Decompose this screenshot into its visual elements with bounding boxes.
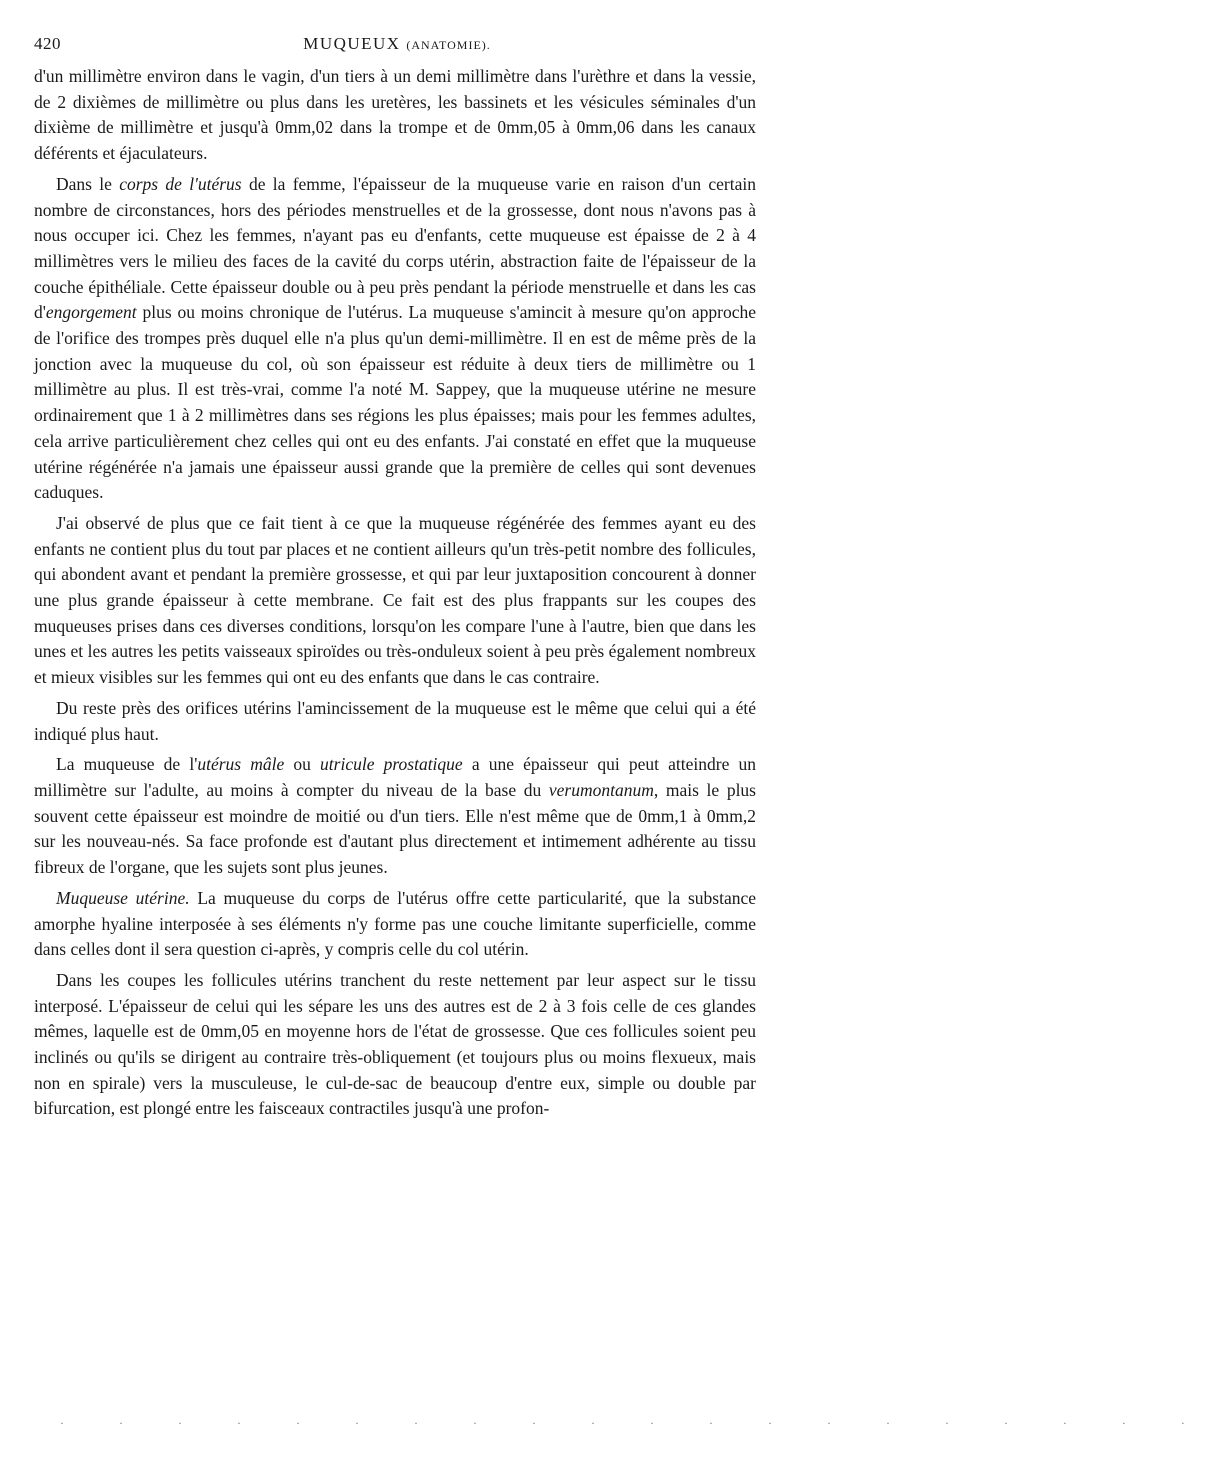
text-segment: d'un millimètre environ dans le vagin, d'un tiers à un demi millimètre dans l'urèthre et dans la vessie, de 2 dixièmes de millimètre ou plus dans les uretères, les bassinets et les vésicules séminales d'un dixième de millimètre et jusqu'à 0mm,02 dans la trompe et de 0mm,05 à 0mm,06 dans les canaux déférents et éjaculateurs. [34, 66, 756, 164]
text-segment: de la femme, l'épaisseur de la muqueuse varie en raison d'un certain nombre de circonstances, hors des périodes menstruelles et de la grossesse, dont nous n'avons pas à nous occuper ici. Chez les femmes, n'ayant pas eu d'enfants, cette muqueuse est épaisse de 2 à 4 millimètres vers le milieu des faces de la cavité du corps utérin, abstraction faite de l'épaisseur de la couche épithéliale. Cette épaisseur double ou à peu près pendant la période menstruelle et dans les cas d' [34, 173, 756, 323]
italic-segment: utérus mâle [197, 754, 285, 775]
text-segment: Dans le [56, 173, 120, 194]
text-segment: La muqueuse du corps de l'utérus offre cette particularité, que la substance amorphe hyaline interposée à ses éléments n'y forme pas une couche limitante superficielle, comme dans celles dont il sera question ci-après, y compris celle du col utérin. [34, 887, 757, 960]
italic-segment: Muqueuse utérine. [56, 887, 190, 908]
paragraph [34, 968, 756, 1122]
body-text [34, 64, 756, 1127]
italic-segment: corps de l'utérus [119, 173, 242, 194]
text-segment: La muqueuse de l' [56, 754, 198, 775]
footer-noise: · · · · · · · · · · · · · · · · · · · · [60, 1416, 1211, 1430]
text-segment: plus ou moins chronique de l'utérus. La muqueuse s'amincit à mesure qu'on approche de l'orifice des trompes près duquel elle n'a plus qu'un demi-millimètre. Il en est de même près de la jonction avec la muqueuse du col, où son épaisseur est réduite à deux tiers de millimètre ou 1 millimètre au plus. Il est très-vrai, comme l'a noté M. Sappey, que la muqueuse utérine ne mesure ordinairement que 1 à 2 millimètres dans ses régions les plus épaisses; mais pour les femmes adultes, cela arrive particulièrement chez celles qui ont eu des enfants. J'ai constaté en effet que la muqueuse utérine régénérée n'a jamais une épaisseur aussi grande que la première de celles qui sont devenues caduques. [34, 302, 756, 503]
page-number: 420 [34, 34, 61, 53]
italic-segment: engorgement [45, 302, 137, 323]
paragraph [34, 511, 756, 691]
italic-segment: verumontanum [548, 779, 654, 800]
paragraph [34, 752, 756, 881]
running-title-main: MUQUEUX [303, 34, 401, 53]
paragraph [34, 172, 756, 506]
paragraph [34, 886, 756, 963]
text-segment: a une épaisseur qui peut atteindre un millimètre sur l'adulte, au moins à compter du niveau de la base du [34, 754, 757, 800]
italic-segment: utricule prostatique [320, 754, 463, 775]
paragraph [34, 64, 756, 167]
text-segment: Du reste près des orifices utérins l'amincissement de la muqueuse est le même que celui qui a été indiqué plus haut. [34, 697, 756, 744]
paragraph [34, 696, 756, 747]
text-segment: Dans les coupes les follicules utérins tranchent du reste nettement par leur aspect sur le tissu interposé. L'épaisseur de celui qui les sépare les uns des autres est de 2 à 3 fois celle de ces glandes mêmes, laquelle est de 0mm,05 en moyenne hors de l'état de grossesse. Que ces follicules soient peu inclinés ou qu'ils se dirigent au contraire très-obliquement (et toujours plus ou moins flexueux, mais non en spirale) vers la musculeuse, le cul-de-sac de beaucoup d'entre eux, simple ou double par bifurcation, est plongé entre les faisceaux contractiles jusqu'à une profon- [34, 969, 756, 1119]
running-title-subtitle: (ANATOMIE). [406, 38, 491, 52]
page-header [34, 34, 760, 58]
text-segment: J'ai observé de plus que ce fait tient à ce que la muqueuse régénérée des femmes ayant eu des enfants ne contient plus du tout par places et ne contient ailleurs qu'un très-petit nombre des follicules, qui abondent avant et pendant la première grossesse, et qui par leur juxtaposition concourent à donner une plus grande épaisseur à cette membrane. Ce fait est des plus frappants sur les coupes des muqueuses prises dans ces diverses conditions, lorsqu'on les compare l'une à l'autre, bien que dans les unes et les autres les petits vaisseaux spiroïdes ou très-onduleux soient à peu près également nombreux et mieux visibles sur les femmes qui ont eu des enfants que dans le cas contraire. [34, 512, 756, 688]
running-title [34, 34, 760, 54]
text-segment: ou [284, 754, 321, 775]
text-segment: , mais le plus souvent cette épaisseur est moindre de moitié ou d'un tiers. Elle n'est même que de 0mm,1 à 0mm,2 sur les nouveau-nés. Sa face profonde est d'autant plus directement et intimement adhérente au tissu fibreux de l'organe, que les sujets sont plus jeunes. [34, 779, 756, 878]
